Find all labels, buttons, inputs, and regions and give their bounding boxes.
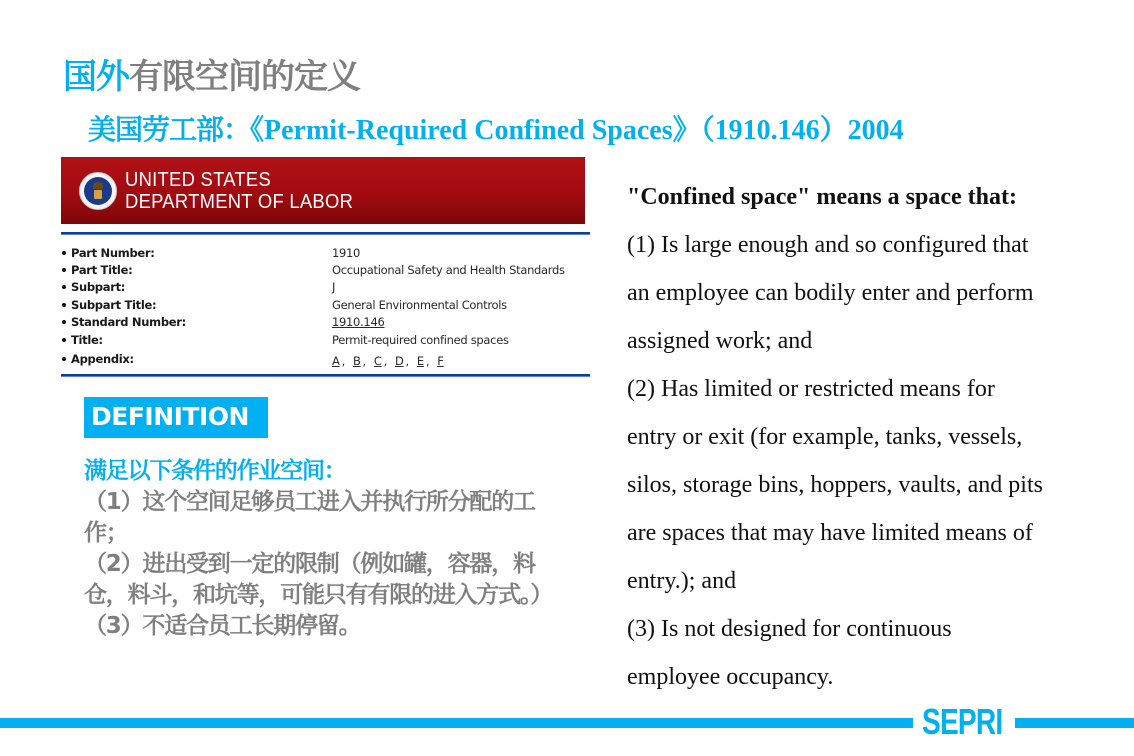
en-definition-line: assigned work; and: [627, 328, 813, 354]
en-definition-line: (3) Is not designed for continuous: [627, 616, 952, 642]
cn-definition: [84, 456, 574, 642]
en-definition-line: entry or exit (for example, tanks, vessels,: [627, 424, 1023, 450]
info-row-subpart-title: [62, 296, 590, 313]
dol-banner: [61, 157, 585, 224]
en-definition-heading: "Confined space" means a space that:: [627, 184, 1017, 210]
cn-definition-item-3: （3）不适合员工长期停留。: [84, 613, 361, 639]
cn-definition-item-1: （1）这个空间足够员工进入并执行所分配的工作；: [84, 489, 535, 546]
dol-name-line2: DEPARTMENT OF LABOR: [125, 190, 354, 213]
info-row-part-number: [62, 244, 590, 261]
info-value: Permit-required confined spaces: [332, 332, 509, 347]
info-row-part-title: [62, 261, 590, 278]
dol-name: [125, 169, 353, 213]
appendix-link-e[interactable]: E: [416, 354, 424, 369]
slide-subtitle: [88, 110, 904, 151]
info-label: Part Number:: [71, 245, 155, 260]
info-value: General Environmental Controls: [332, 297, 507, 312]
title-rest: 有限空间的定义: [129, 57, 360, 97]
footer-rule-left: [0, 718, 913, 728]
en-definition-line: (1) Is large enough and so configured that: [627, 232, 1029, 258]
en-definition-line: entry.); and: [627, 568, 737, 594]
subtitle-standard: 《Permit-Required Confined Spaces》（1910.146）2004: [250, 115, 904, 146]
bullet-icon: [62, 251, 66, 255]
bullet-icon: [62, 285, 66, 289]
dol-seal-icon: [79, 172, 117, 210]
info-label: Standard Number:: [71, 315, 186, 330]
bullet-icon: [62, 357, 66, 361]
standard-number-link[interactable]: 1910.146: [332, 315, 385, 330]
title-accent: 国外: [63, 57, 129, 97]
bullet-icon: [62, 303, 66, 307]
info-label: Subpart Title:: [71, 297, 157, 312]
appendix-link-c[interactable]: C: [373, 354, 382, 369]
footer-rule-right: [1015, 718, 1134, 728]
cn-definition-lead: 满足以下条件的作业空间：: [84, 458, 346, 484]
sepri-logo: SEPRI: [922, 701, 1003, 742]
info-row-appendix: [62, 348, 590, 369]
info-value: 1910: [332, 245, 361, 260]
en-definition-line: an employee can bodily enter and perform: [627, 280, 1034, 306]
appendix-link-a[interactable]: A: [332, 354, 340, 369]
slide-title: [63, 56, 360, 98]
info-value: J: [332, 280, 336, 295]
cn-definition-item-2: （2）进出受到一定的限制（例如罐，容器，料仓，料斗，和坑等，可能只有有限的进入方式。）: [84, 551, 553, 608]
divider-bottom: [61, 374, 590, 377]
info-value: Occupational Safety and Health Standards: [332, 263, 565, 278]
en-definition-line: (2) Has limited or restricted means for: [627, 376, 995, 402]
appendix-link-d[interactable]: D: [394, 354, 404, 369]
subtitle-agency: 美国劳工部：: [88, 113, 251, 146]
appendix-link-b[interactable]: B: [352, 354, 361, 369]
appendix-link-f[interactable]: F: [437, 354, 444, 369]
info-label: Appendix:: [71, 351, 134, 366]
bullet-icon: [62, 320, 66, 324]
standard-info-list: [62, 244, 590, 369]
en-definition: [627, 173, 1107, 701]
info-row-title: [62, 331, 590, 348]
definition-badge: DEFINITION: [84, 397, 268, 438]
info-label: Subpart:: [71, 280, 126, 295]
bullet-icon: [62, 338, 66, 342]
en-definition-line: silos, storage bins, hoppers, vaults, and pits: [627, 472, 1043, 498]
divider-top: [61, 232, 590, 235]
info-row-subpart: [62, 279, 590, 296]
info-label: Title:: [71, 332, 103, 347]
info-row-standard-number: [62, 314, 590, 331]
en-definition-line: are spaces that may have limited means of: [627, 520, 1033, 546]
info-label: Part Title:: [71, 263, 133, 278]
appendix-links: A , B , C , D , E , F: [332, 354, 444, 369]
en-definition-line: employee occupancy.: [627, 664, 834, 690]
dol-name-line1: UNITED STATES: [125, 168, 272, 191]
bullet-icon: [62, 268, 66, 272]
